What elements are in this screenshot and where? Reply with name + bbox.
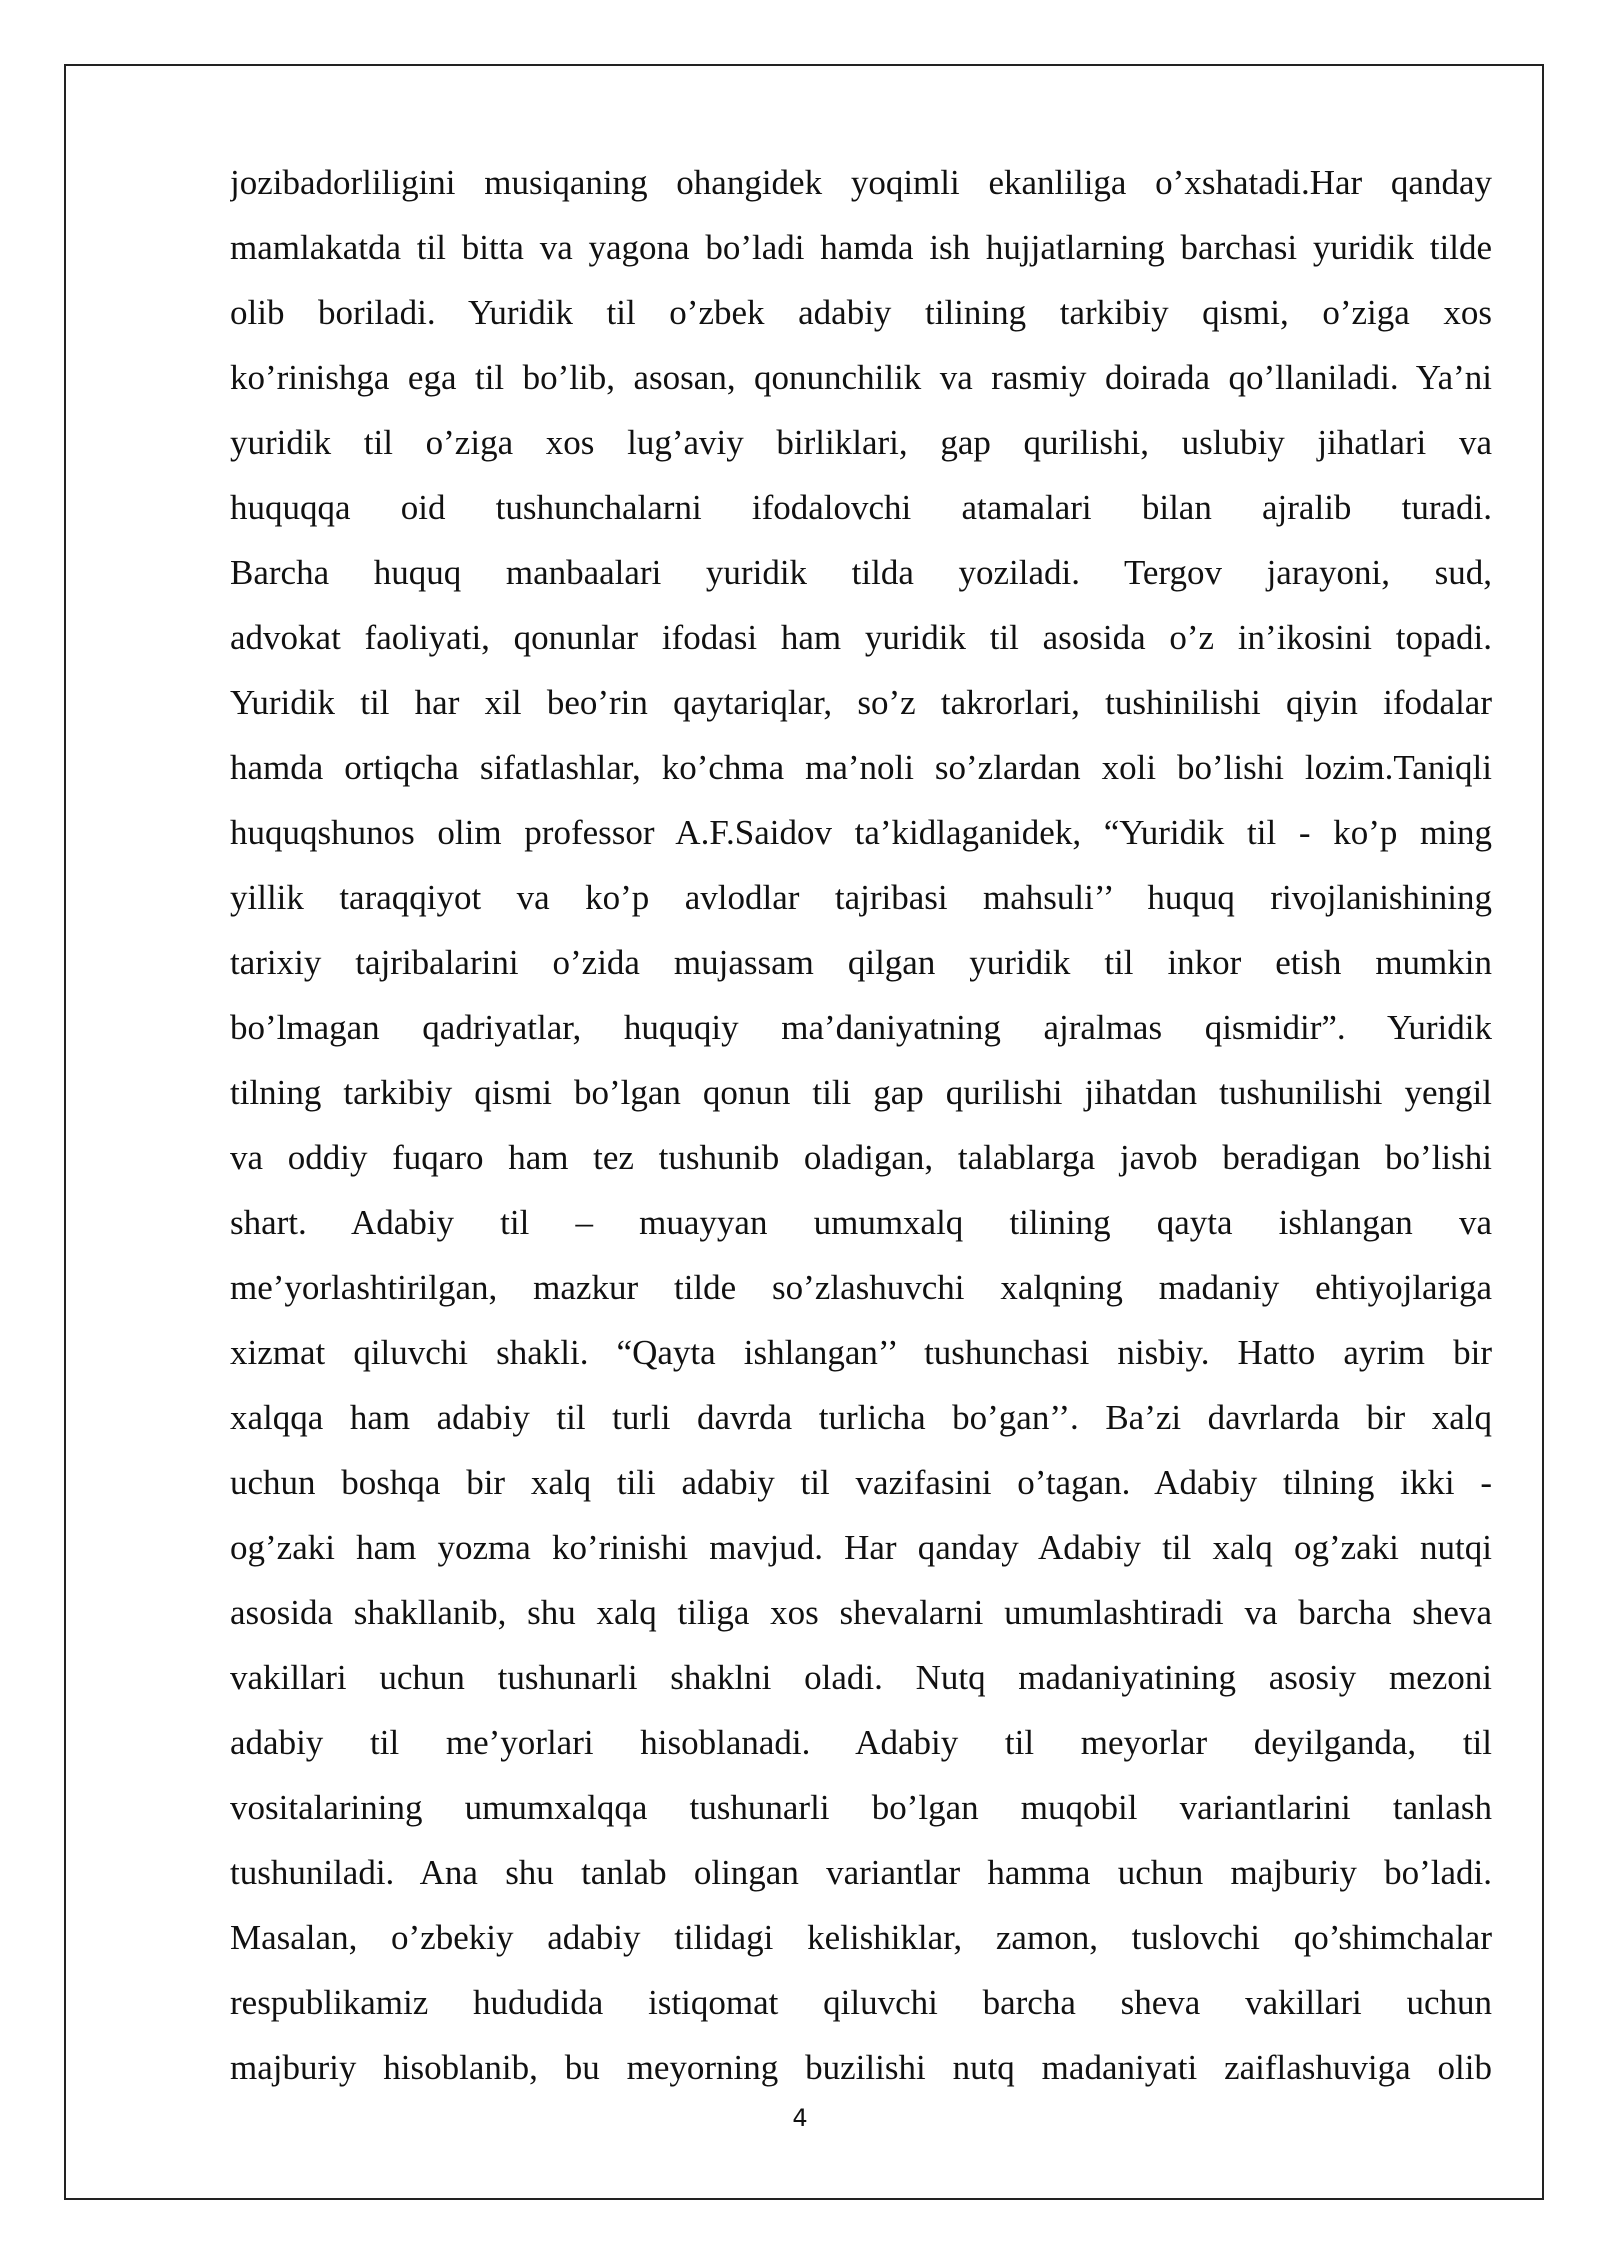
- text-line: vositalarining umumxalqqa tushunarli bo’lgan muqobil variantlarini tanlash: [230, 1788, 1492, 1827]
- text-line: og’zaki ham yozma ko’rinishi mavjud. Har qanday Adabiy til xalq og’zaki nutqi: [230, 1528, 1492, 1567]
- text-line: ko’rinishga ega til bo’lib, asosan, qonunchilik va rasmiy doirada qo’llaniladi. Ya’ni: [230, 358, 1492, 397]
- text-line: tushuniladi. Ana shu tanlab olingan variantlar hamma uchun majburiy bo’ladi.: [230, 1853, 1492, 1892]
- page-number: 4: [792, 2104, 808, 2132]
- text-line: hamda ortiqcha sifatlashlar, ko’chma ma’noli so’zlardan xoli bo’lishi lozim.Taniqli: [230, 748, 1492, 787]
- text-line: yuridik til o’ziga xos lug’aviy birliklari, gap qurilishi, uslubiy jihatlari va: [230, 423, 1492, 462]
- text-line: huquqshunos olim professor A.F.Saidov ta’kidlaganidek, “Yuridik til - ko’p ming: [230, 813, 1492, 852]
- text-line: bo’lmagan qadriyatlar, huquqiy ma’daniyatning ajralmas qismidir”. Yuridik: [230, 1008, 1492, 1047]
- text-line: respublikamiz hududida istiqomat qiluvchi barcha sheva vakillari uchun: [230, 1983, 1492, 2022]
- text-line: adabiy til me’yorlari hisoblanadi. Adabiy til meyorlar deyilganda, til: [230, 1723, 1492, 1762]
- text-line: huquqqa oid tushunchalarni ifodalovchi atamalari bilan ajralib turadi.: [230, 488, 1492, 527]
- text-line: jozibadorliligini musiqaning ohangidek yoqimli ekanliliga o’xshatadi.Har qanday: [230, 163, 1492, 202]
- text-line: Masalan, o’zbekiy adabiy tilidagi kelishiklar, zamon, tuslovchi qo’shimchalar: [230, 1918, 1492, 1957]
- text-line: xizmat qiluvchi shakli. “Qayta ishlangan’’ tushunchasi nisbiy. Hatto ayrim bir: [230, 1333, 1492, 1372]
- text-line: tarixiy tajribalarini o’zida mujassam qilgan yuridik til inkor etish mumkin: [230, 943, 1492, 982]
- text-line: xalqqa ham adabiy til turli davrda turlicha bo’gan’’. Ba’zi davrlarda bir xalq: [230, 1398, 1492, 1437]
- text-line: me’yorlashtirilgan, mazkur tilde so’zlashuvchi xalqning madaniy ehtiyojlariga: [230, 1268, 1492, 1307]
- text-line: olib boriladi. Yuridik til o’zbek adabiy tilining tarkibiy qismi, o’ziga xos: [230, 293, 1492, 332]
- text-line: advokat faoliyati, qonunlar ifodasi ham yuridik til asosida o’z in’ikosini topadi.: [230, 618, 1492, 657]
- text-line: Yuridik til har xil beo’rin qaytariqlar, so’z takrorlari, tushinilishi qiyin ifodalar: [230, 683, 1492, 722]
- text-line: majburiy hisoblanib, bu meyorning buzilishi nutq madaniyati zaiflashuviga olib: [230, 2048, 1492, 2087]
- text-line: shart. Adabiy til – muayyan umumxalq tilining qayta ishlangan va: [230, 1203, 1492, 1242]
- text-line: yillik taraqqiyot va ko’p avlodlar tajribasi mahsuli’’ huquq rivojlanishining: [230, 878, 1492, 917]
- text-line: uchun boshqa bir xalq tili adabiy til vazifasini o’tagan. Adabiy tilning ikki -: [230, 1463, 1492, 1502]
- text-line: vakillari uchun tushunarli shaklni oladi. Nutq madaniyatining asosiy mezoni: [230, 1658, 1492, 1697]
- text-line: va oddiy fuqaro ham tez tushunib oladigan, talablarga javob beradigan bo’lishi: [230, 1138, 1492, 1177]
- text-line: asosida shakllanib, shu xalq tiliga xos shevalarni umumlashtiradi va barcha sheva: [230, 1593, 1492, 1632]
- text-line: Barcha huquq manbaalari yuridik tilda yoziladi. Tergov jarayoni, sud,: [230, 553, 1492, 592]
- text-line: mamlakatda til bitta va yagona bo’ladi hamda ish hujjatlarning barchasi yuridik tilde: [230, 228, 1492, 267]
- text-line: tilning tarkibiy qismi bo’lgan qonun tili gap qurilishi jihatdan tushunilishi yengil: [230, 1073, 1492, 1112]
- body-text: [230, 150, 1492, 2100]
